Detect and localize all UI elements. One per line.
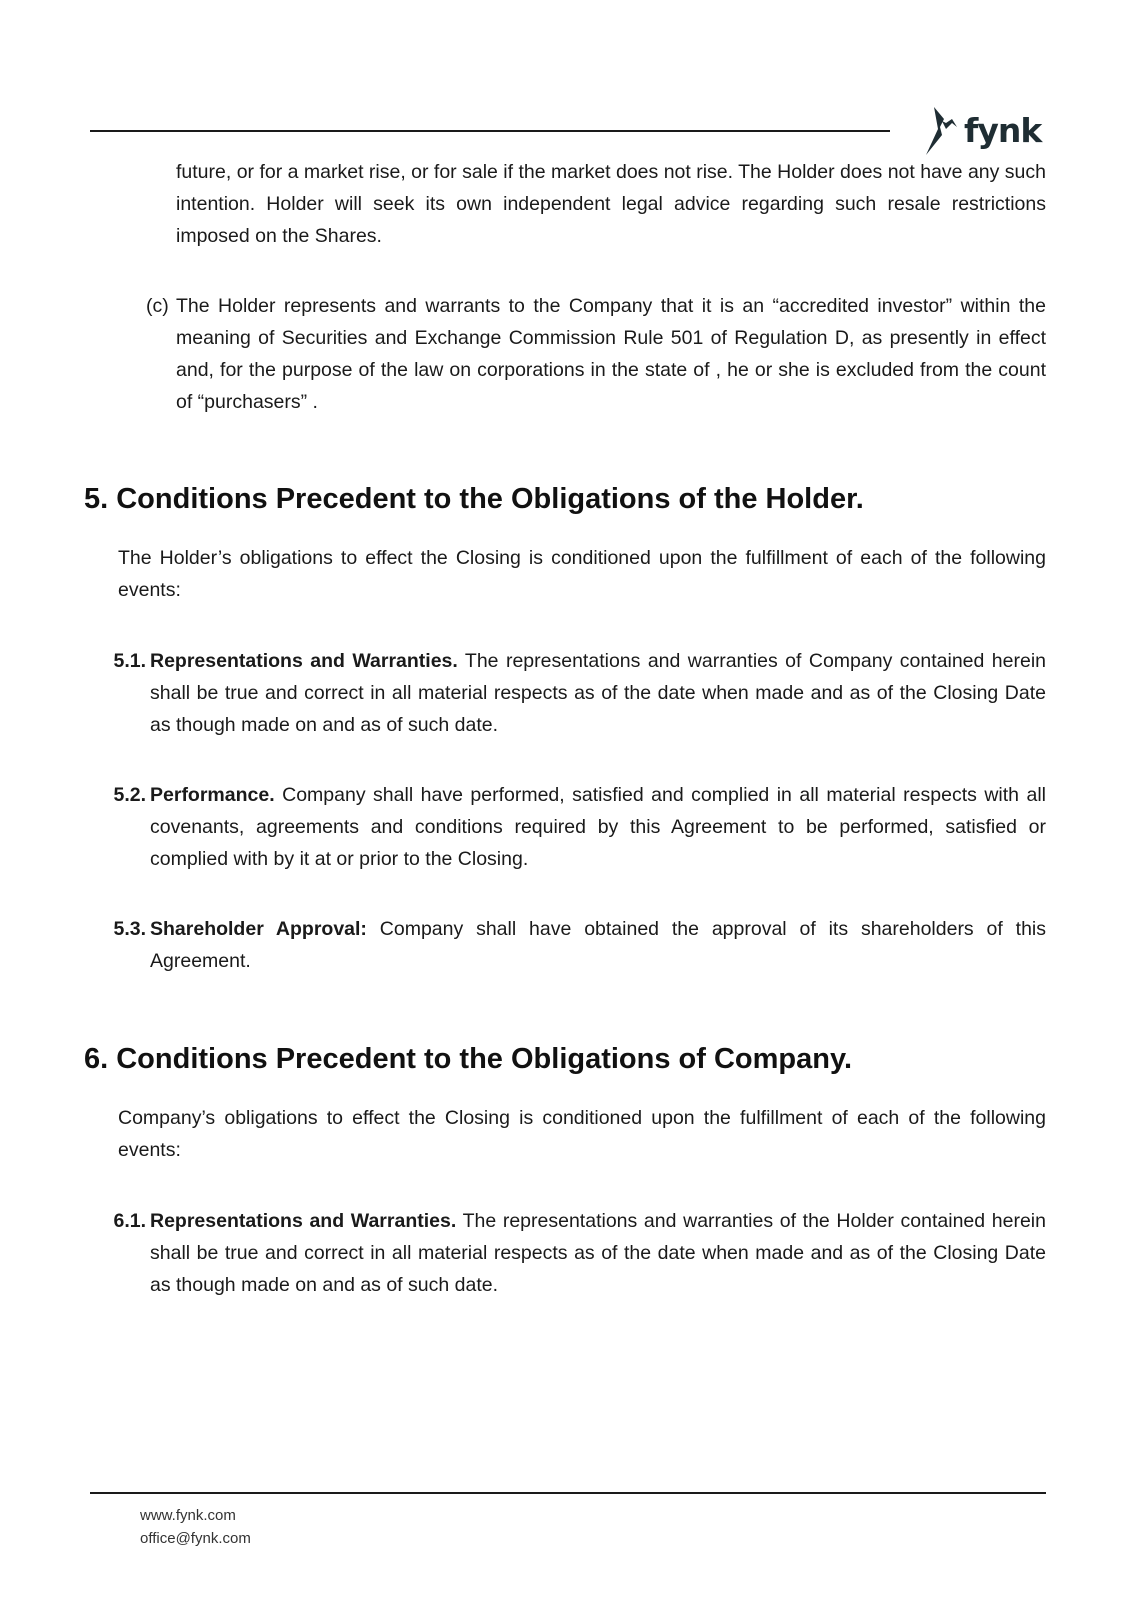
clause-6-1-title: Representations and Warranties. (150, 1210, 457, 1232)
brand-name: fynk (964, 110, 1042, 150)
section-5-heading: 5. Conditions Precedent to the Obligations of the Holder. (84, 483, 864, 515)
clause-5-3-number: 5.3. (113, 918, 146, 940)
clause-5-3-body (150, 913, 1046, 977)
section-5-intro: The Holder’s obligations to effect the Closing is conditioned upon the fulfillment of each of the following events: (118, 547, 1046, 601)
fynk-bird-logo-icon (922, 105, 958, 155)
clause-6-1-text: The representations and warranties of the Holder contained herein shall be true and correct in all material respects as of the date when made and as of the Closing Date as though made on and as of such date. (150, 1210, 1046, 1296)
clause-6-1-body (150, 1205, 1046, 1301)
clause-c-label: (c) (146, 295, 169, 317)
clause-5-2-number: 5.2. (113, 784, 146, 806)
footer-email-link[interactable]: office@fynk.com (140, 1530, 251, 1547)
footer-website-link[interactable]: www.fynk.com (140, 1507, 236, 1524)
continuation-paragraph: future, or for a market rise, or for sale if the market does not rise. The Holder does not have any such intention. Holder will seek its own independent legal advice regarding such resale restrictions imposed on the Shares. (176, 161, 1046, 247)
clause-5-3-title: Shareholder Approval: (150, 918, 367, 940)
clause-5-1-body (150, 645, 1046, 741)
section-6-intro: Company’s obligations to effect the Closing is conditioned upon the fulfillment of each of the following events: (118, 1107, 1046, 1161)
clause-5-2-text: Company shall have performed, satisfied and complied in all material respects with all covenants, agreements and conditions required by this Agreement to be performed, satisfied or complied with by it at or prior to the Closing. (150, 784, 1046, 870)
footer-divider (90, 1492, 1046, 1494)
brand-logo (922, 104, 1041, 156)
clause-5-1-number: 5.1. (113, 650, 146, 672)
header-divider (90, 130, 890, 132)
clause-5-1-title: Representations and Warranties. (150, 650, 458, 672)
clause-c-text: The Holder represents and warrants to the Company that it is an “accredited investor” within the meaning of Securities and Exchange Commission Rule 501 of Regulation D, as presently in effect and, for the purpose of the law on corporations in the state of , he or she is excluded from the count of “purchasers” . (176, 295, 1046, 413)
clause-5-2-body (150, 779, 1046, 875)
clause-5-3-text: Company shall have obtained the approval of its shareholders of this Agreement. (150, 918, 1046, 972)
clause-6-1-number: 6.1. (113, 1210, 146, 1232)
section-6-heading: 6. Conditions Precedent to the Obligations of Company. (84, 1043, 853, 1075)
clause-5-2-title: Performance. (150, 784, 275, 806)
clause-5-1-text: The representations and warranties of Company contained herein shall be true and correct in all material respects as of the date when made and as of the Closing Date as though made on and as of such date. (150, 650, 1046, 736)
